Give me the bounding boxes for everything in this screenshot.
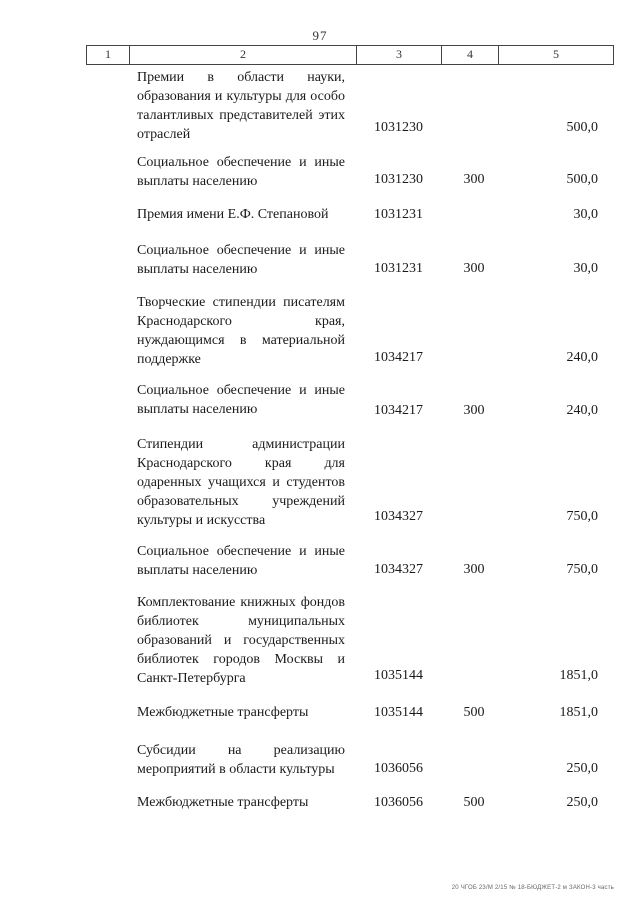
row-amount: 240,0 (566, 350, 598, 365)
row-amount: 750,0 (566, 509, 598, 524)
row-name: Творческие стипендии писателям Краснодарского края, нуждающимся в материальной поддержке (137, 295, 345, 367)
row-type: 500 (463, 705, 485, 720)
row-code: 1031231 (374, 207, 423, 222)
row-name: Социальное обеспечение и иные выплаты населению (137, 544, 345, 578)
row-amount: 250,0 (566, 761, 598, 776)
row-code: 1036056 (374, 795, 423, 810)
row-type: 300 (463, 172, 485, 187)
row-code: 1031230 (374, 120, 423, 135)
row-code: 1035144 (374, 705, 423, 720)
row-amount: 30,0 (573, 207, 598, 222)
row-name: Социальное обеспечение и иные выплаты населению (137, 243, 345, 277)
row-code: 1036056 (374, 761, 423, 776)
row-amount: 30,0 (573, 261, 598, 276)
row-name: Субсидии на реализацию мероприятий в области культуры (137, 743, 345, 777)
row-type: 300 (463, 562, 485, 577)
row-name: Межбюджетные трансферты (137, 795, 309, 810)
row-code: 1031230 (374, 172, 423, 187)
row-type: 300 (463, 261, 485, 276)
row-amount: 750,0 (566, 562, 598, 577)
row-amount: 500,0 (566, 120, 598, 135)
row-amount: 500,0 (566, 172, 598, 187)
header-col-3: 3 (357, 46, 442, 64)
row-name: Премия имени Е.Ф. Степановой (137, 207, 329, 222)
row-type: 500 (463, 795, 485, 810)
header-col-5: 5 (553, 47, 559, 61)
row-name: Социальное обеспечение и иные выплаты населению (137, 383, 345, 417)
row-code: 1034327 (374, 562, 423, 577)
row-name: Стипендии администрации Краснодарского края для одаренных учащихся и студентов образовательных учреждений культуры и искусства (137, 437, 345, 528)
row-type: 300 (463, 403, 485, 418)
header-col-2: 2 (130, 46, 357, 64)
row-code: 1035144 (374, 668, 423, 683)
header-col-4: 4 (442, 46, 499, 64)
row-name: Премии в области науки, образования и культуры для особо талантливых представителей этих отраслей (137, 70, 345, 142)
page-number: 97 (312, 28, 328, 43)
row-name: Комплектование книжных фондов библиотек муниципальных образований и государственных библиотек городов Москвы и Санкт-Петербурга (137, 595, 345, 686)
table-header (86, 45, 614, 65)
row-amount: 240,0 (566, 403, 598, 418)
header-col-1: 1 (87, 46, 130, 64)
row-name: Социальное обеспечение и иные выплаты населению (137, 155, 345, 189)
row-code: 1034217 (374, 403, 423, 418)
row-amount: 250,0 (566, 795, 598, 810)
row-amount: 1851,0 (559, 705, 598, 720)
row-amount: 1851,0 (559, 668, 598, 683)
row-code: 1034327 (374, 509, 423, 524)
row-name: Межбюджетные трансферты (137, 705, 309, 720)
row-code: 1034217 (374, 350, 423, 365)
row-code: 1031231 (374, 261, 423, 276)
footer-text: 20 ЧГОБ 23/М 2/15 № 18-БЮДЖЕТ-2 м ЗАКОН-3 часть (451, 885, 614, 891)
